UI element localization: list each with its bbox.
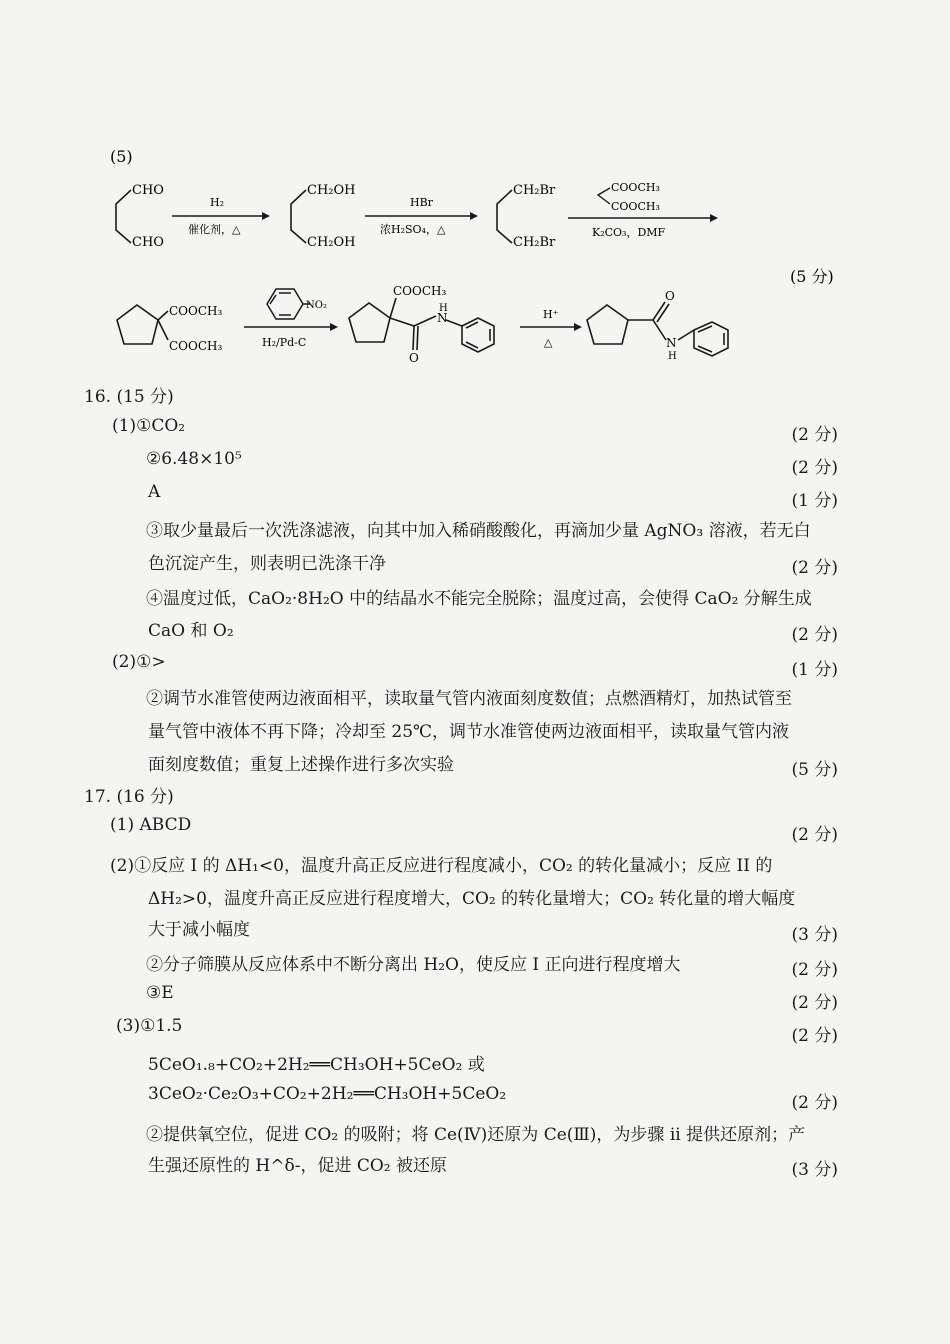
q17-2-3: ③E — [146, 983, 174, 1003]
q17-2-1-score: (3 分) — [791, 925, 838, 945]
q16-1-4-line1: ④温度过低，CaO₂·8H₂O 中的结晶水不能完全脱除；温度过高，会使得 CaO₂ 分解生成 — [146, 589, 812, 609]
q17-1-score: (2 分) — [791, 825, 838, 845]
q17-3-equation2: 3CeO₂·Ce₂O₃+CO₂+2H₂══CH₃OH+5CeO₂ — [148, 1084, 507, 1104]
svg-text:N: N — [666, 336, 677, 350]
q15-5-score: (5 分) — [790, 267, 834, 286]
q17-3-1: (3)①1.5 — [116, 1016, 183, 1036]
q16-2-2-score: (5 分) — [791, 760, 838, 780]
svg-text:CHO: CHO — [132, 183, 164, 198]
q17-2-2-score: (2 分) — [791, 960, 838, 980]
synthesis-scheme — [0, 0, 950, 380]
q16-header: 16. (15 分) — [84, 387, 174, 407]
svg-text:COOCH₃: COOCH₃ — [169, 304, 223, 318]
dialdehyde-structure — [116, 190, 131, 243]
svg-text:CH₂OH: CH₂OH — [307, 183, 356, 198]
svg-text:CH₂OH: CH₂OH — [307, 235, 356, 250]
cyclopentane-diester-structure — [117, 305, 168, 344]
q16-1-3-score: (2 分) — [791, 558, 838, 578]
svg-text:O: O — [665, 289, 675, 303]
q16-1-3-line2: 色沉淀产生，则表明已洗涤干净 — [148, 554, 386, 574]
svg-text:COOCH₃: COOCH₃ — [611, 200, 660, 213]
q16-1-1-score: (2 分) — [791, 425, 838, 445]
svg-text:△: △ — [544, 336, 553, 349]
q16-2-1-score: (1 分) — [791, 660, 838, 680]
q16-1-4-line2: CaO 和 O₂ — [148, 621, 234, 641]
q17-3-2-line1: ②提供氧空位，促进 CO₂ 的吸附；将 Ce(Ⅳ)还原为 Ce(Ⅲ)，为步骤 ii 提供还原剂；产 — [146, 1125, 806, 1145]
svg-text:催化剂，△: 催化剂，△ — [188, 223, 241, 236]
q17-2-1-line1: (2)①反应 I 的 ΔH₁<0，温度升高正反应进行程度减小，CO₂ 的转化量减小；反应 II 的 — [110, 856, 773, 876]
nitrobenzene-structure — [267, 289, 310, 319]
diol-structure — [291, 190, 306, 243]
q17-2-1-line3: 大于减小幅度 — [148, 920, 250, 940]
q16-1-2-score: (2 分) — [791, 458, 838, 478]
svg-text:COOCH₃: COOCH₃ — [611, 181, 660, 194]
q16-1-2: ②6.48×10⁵ — [146, 449, 242, 469]
ester-amide-structure — [349, 298, 494, 352]
q16-2-2-line2: 量气管中液体不再下降；冷却至 25℃，调节水准管使两边液面相平，读取量气管内液 — [148, 722, 790, 742]
q17-1: (1) ABCD — [110, 815, 192, 835]
q16-2-2-line3: 面刻度数值；重复上述操作进行多次实验 — [148, 755, 454, 775]
dibromide-structure — [497, 190, 512, 243]
q17-3-equation-score: (2 分) — [791, 1093, 838, 1113]
svg-text:H: H — [439, 303, 448, 314]
svg-text:CHO: CHO — [132, 235, 164, 250]
q17-2-1-line2: ΔH₂>0，温度升高正反应进行程度增大，CO₂ 的转化量增大；CO₂ 转化量的增大幅度 — [148, 889, 796, 909]
svg-text:NO₂: NO₂ — [306, 300, 327, 311]
svg-text:H₂: H₂ — [210, 196, 225, 209]
q16-2-1: (2)①> — [112, 652, 166, 672]
svg-text:CH₂Br: CH₂Br — [513, 183, 556, 198]
q16-2-2-line1: ②调节水准管使两边液面相平，读取量气管内液面刻度数值；点燃酒精灯，加热试管至 — [146, 689, 792, 709]
q16-1-4-score: (2 分) — [791, 625, 838, 645]
q17-header: 17. (16 分) — [84, 787, 174, 807]
q15-5-label: (5) — [110, 147, 133, 166]
svg-text:O: O — [409, 351, 419, 365]
q17-3-1-score: (2 分) — [791, 1026, 838, 1046]
q17-2-2: ②分子筛膜从反应体系中不断分离出 H₂O，使反应 I 正向进行程度增大 — [146, 955, 681, 975]
svg-text:HBr: HBr — [410, 196, 433, 209]
q16-1-2-choice-score: (1 分) — [791, 491, 838, 511]
q17-3-equation1: 5CeO₁.₈+CO₂+2H₂══CH₃OH+5CeO₂ 或 — [148, 1055, 485, 1075]
q17-3-2-score: (3 分) — [791, 1160, 838, 1180]
svg-text:COOCH₃: COOCH₃ — [169, 339, 223, 353]
dimethyl-malonate-structure — [598, 188, 610, 204]
svg-text:CH₂Br: CH₂Br — [513, 235, 556, 250]
svg-text:H₂/Pd-C: H₂/Pd-C — [262, 336, 307, 349]
q16-1-3-line1: ③取少量最后一次洗涤滤液，向其中加入稀硝酸酸化，再滴加少量 AgNO₃ 溶液，若无白 — [146, 521, 811, 541]
q17-3-2-line2: 生强还原性的 H^δ-，促进 CO₂ 被还原 — [148, 1156, 448, 1176]
svg-text:COOCH₃: COOCH₃ — [393, 284, 447, 298]
svg-text:H⁺: H⁺ — [543, 308, 559, 321]
q17-2-3-score: (2 分) — [791, 993, 838, 1013]
q16-1-1: (1)①CO₂ — [112, 416, 186, 436]
amide-product-structure — [587, 302, 728, 356]
q16-1-2-choice: A — [148, 482, 161, 502]
svg-text:K₂CO₃，DMF: K₂CO₃，DMF — [592, 226, 666, 239]
svg-text:N: N — [437, 311, 448, 325]
svg-text:浓H₂SO₄，△: 浓H₂SO₄，△ — [380, 223, 446, 236]
svg-text:H: H — [668, 351, 677, 362]
